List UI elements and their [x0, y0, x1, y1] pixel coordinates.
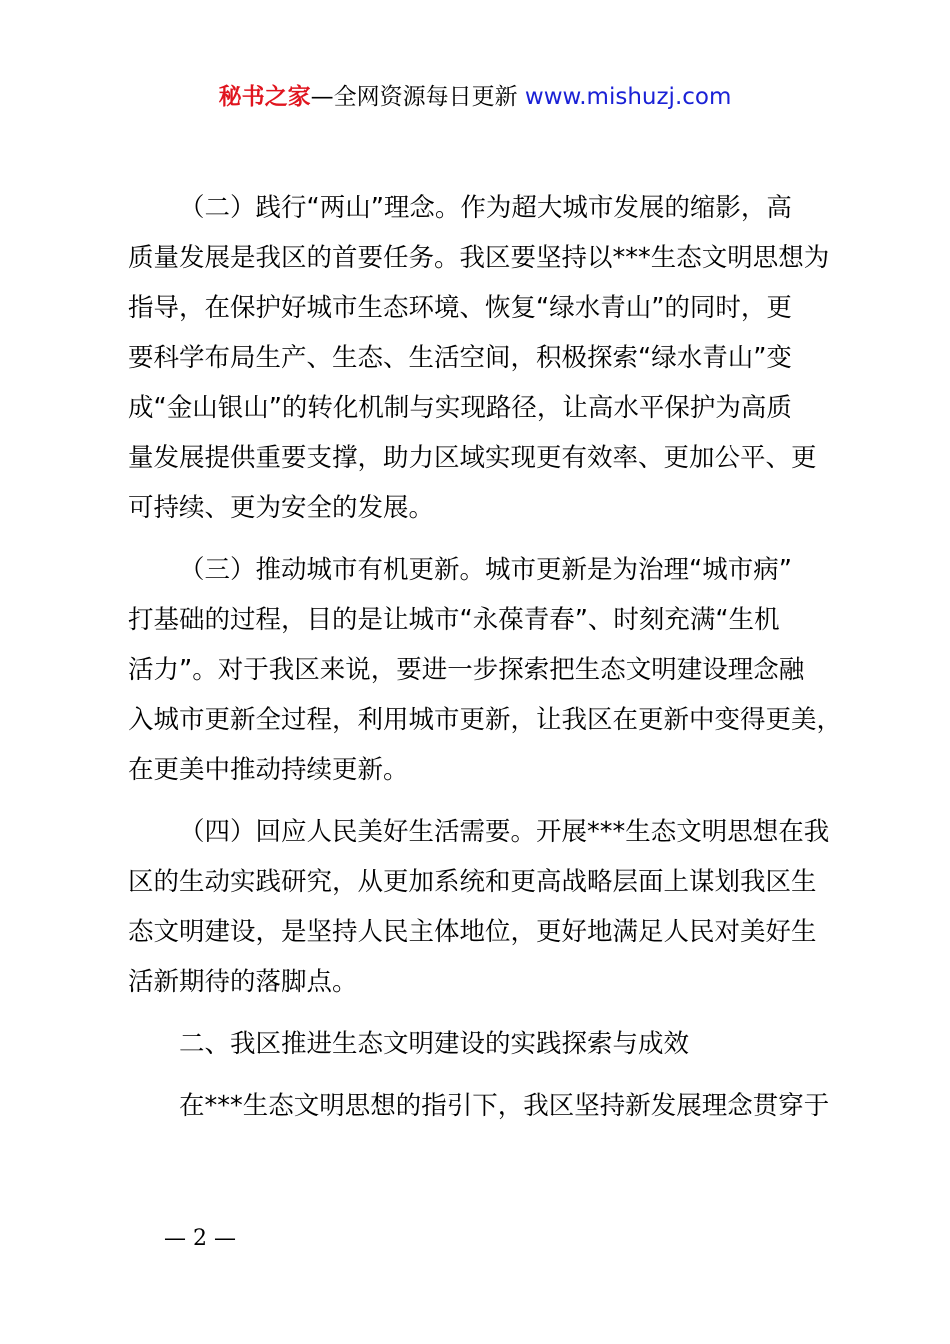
- paragraph-line: 要科学布局生产、生态、生活空间，积极探索“绿水青山”变: [128, 343, 792, 373]
- paragraph-line: 态文明建设，是坚持人民主体地位，更好地满足人民对美好生: [128, 917, 817, 947]
- page-number: — 2 —: [164, 1226, 236, 1251]
- paragraph-line: 成“金山银山”的转化机制与实现路径，让高水平保护为高质: [128, 393, 792, 423]
- section-heading: [128, 1019, 828, 1069]
- paragraph-urban-renewal: [128, 545, 843, 795]
- section-heading-text: 二、我区推进生态文明建设的实践探索与成效: [179, 1029, 690, 1059]
- paragraph-line: （二）践行“两山”理念。作为超大城市发展的缩影，高: [179, 193, 792, 223]
- paragraph-practice-intro: [128, 1081, 828, 1131]
- paragraph-line: 指导，在保护好城市生态环境、恢复“绿水青山”的同时，更: [128, 293, 792, 323]
- paragraph-line: 在更美中推动持续更新。: [128, 755, 409, 785]
- paragraph-line: 可持续、更为安全的发展。: [128, 493, 435, 523]
- paragraph-line: （四）回应人民美好生活需要。开展***生态文明思想在我: [179, 817, 830, 847]
- paragraph-line: （三）推动城市有机更新。城市更新是为治理“城市病”: [179, 555, 792, 585]
- document-body: [128, 183, 843, 1131]
- paragraph-line: 区的生动实践研究，从更加系统和更高战略层面上谋划我区生: [128, 867, 817, 897]
- paragraph-line: 质量发展是我区的首要任务。我区要坚持以***生态文明思想为: [128, 243, 830, 273]
- paragraph-line: 活新期待的落脚点。: [128, 967, 358, 997]
- site-header: [0, 80, 950, 114]
- paragraph-line: 在***生态文明思想的指引下，我区坚持新发展理念贯穿于: [179, 1091, 830, 1121]
- paragraph-line: 量发展提供重要支撑，助力区域实现更有效率、更加公平、更: [128, 443, 817, 473]
- site-url[interactable]: www.mishuzj.com: [524, 84, 732, 110]
- site-brand: 秘书之家: [218, 84, 311, 110]
- paragraph-people-needs: [128, 807, 828, 1007]
- paragraph-line: 活力”。对于我区来说，要进一步探索把生态文明建设理念融: [128, 655, 805, 685]
- paragraph-line: 打基础的过程，目的是让城市“永葆青春”、时刻充满“生机: [128, 605, 780, 635]
- site-tagline: —全网资源每日更新: [310, 84, 525, 110]
- paragraph-line: 入城市更新全过程，利用城市更新，让我区在更新中变得更美，: [128, 705, 843, 735]
- paragraph-two-mountains: [128, 183, 828, 533]
